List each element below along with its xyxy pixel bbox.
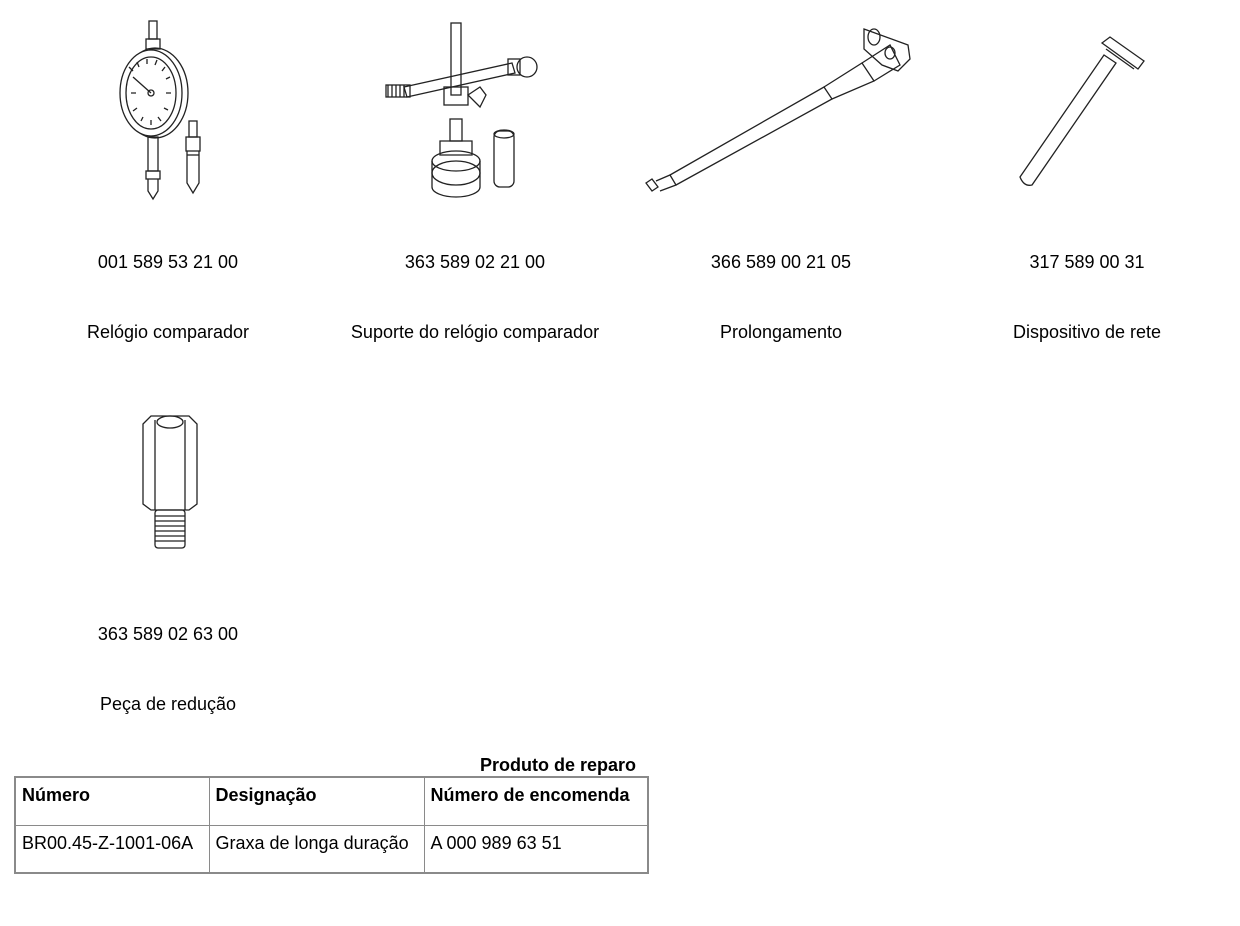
tool-name: Dispositivo de rete [1012, 322, 1162, 342]
tool-card [322, 15, 628, 355]
part-number: 001 589 53 21 00 [97, 252, 239, 272]
table-cell: Graxa de longa duração [209, 825, 424, 873]
tool-name: Peça de redução [99, 694, 237, 714]
repair-products-table [14, 776, 649, 874]
column-header: Designação [209, 777, 424, 825]
table-header-row [15, 777, 648, 825]
tool-card [934, 15, 1162, 355]
column-header: Número [15, 777, 209, 825]
indicator-holder-icon [322, 15, 628, 205]
tool-card [15, 398, 321, 728]
part-number: 317 589 00 31 [1029, 252, 1145, 272]
tool-name: Suporte do relógio comparador [350, 322, 600, 342]
tool-card [15, 15, 321, 355]
part-number: 363 589 02 63 00 [97, 624, 239, 644]
part-number: 363 589 02 21 00 [404, 252, 546, 272]
extension-rod-icon [628, 15, 934, 205]
table-cell: A 000 989 63 51 [424, 825, 648, 873]
part-number: 366 589 00 21 05 [710, 252, 852, 272]
column-header: Número de encomenda [424, 777, 648, 825]
retaining-device-icon [934, 15, 1240, 205]
dial-indicator-icon [15, 15, 321, 205]
section-title: Produto de reparo [479, 755, 636, 775]
tool-name: Relógio comparador [86, 322, 250, 342]
table-row [15, 825, 648, 873]
table-cell: BR00.45-Z-1001-06A [15, 825, 209, 873]
reducer-piece-icon [15, 398, 321, 568]
tool-card [628, 15, 934, 355]
tool-name: Prolongamento [719, 322, 843, 342]
